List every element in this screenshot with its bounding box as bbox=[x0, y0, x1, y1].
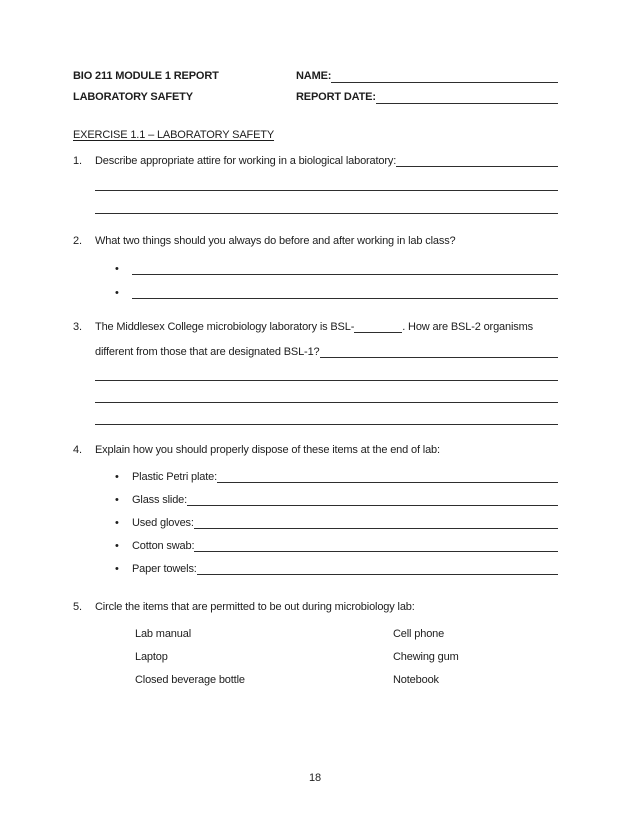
circle-item-chewing-gum[interactable]: Chewing gum bbox=[393, 651, 459, 663]
circle-item-cell-phone[interactable]: Cell phone bbox=[393, 628, 445, 640]
question-3-text-part2: . How are BSL-2 organisms bbox=[402, 321, 533, 333]
circle-item-laptop[interactable]: Laptop bbox=[135, 651, 168, 663]
question-3-inline-blank[interactable] bbox=[320, 357, 558, 358]
header-row-1 bbox=[73, 66, 558, 87]
question-3-answer-line-2[interactable] bbox=[95, 381, 558, 403]
page-number: 18 bbox=[309, 772, 321, 784]
report-date-blank-field[interactable] bbox=[376, 103, 558, 104]
question-3 bbox=[73, 320, 558, 425]
bullet-icon: • bbox=[115, 517, 119, 529]
question-3-answer-line-1[interactable] bbox=[95, 359, 558, 381]
circle-item-notebook[interactable]: Notebook bbox=[393, 674, 439, 686]
bullet-icon: • bbox=[115, 540, 119, 552]
course-title: BIO 211 MODULE 1 REPORT bbox=[73, 70, 219, 82]
question-1-text: Describe appropriate attire for working in a biological laboratory: bbox=[95, 155, 397, 167]
question-3-text-part1: The Middlesex College microbiology laboratory is BSL- bbox=[95, 321, 355, 333]
question-3-text-part3: different from those that are designated BSL-1? bbox=[95, 346, 320, 358]
course-subtitle: LABORATORY SAFETY bbox=[73, 91, 193, 103]
question-5-number: 5. bbox=[73, 601, 82, 613]
question-4-answer-cotton-swab[interactable] bbox=[194, 551, 558, 552]
question-3-answer-line-3[interactable] bbox=[95, 403, 558, 425]
item-label-paper-towels: Paper towels: bbox=[132, 563, 197, 575]
bullet-icon: • bbox=[115, 494, 119, 506]
question-5 bbox=[73, 600, 558, 692]
question-2-number: 2. bbox=[73, 235, 82, 247]
report-date-label: REPORT DATE: bbox=[296, 91, 376, 103]
circle-items-list bbox=[135, 623, 558, 692]
question-4-answer-paper-towels[interactable] bbox=[197, 574, 558, 575]
report-header bbox=[73, 66, 558, 108]
question-4 bbox=[73, 443, 558, 576]
header-row-2 bbox=[73, 87, 558, 108]
question-4-text: Explain how you should properly dispose of these items at the end of lab: bbox=[95, 444, 440, 456]
question-4-answer-used-gloves[interactable] bbox=[194, 528, 558, 529]
question-2-answer-line-2[interactable] bbox=[132, 298, 558, 299]
item-label-glass-slide: Glass slide: bbox=[132, 494, 188, 506]
question-4-number: 4. bbox=[73, 444, 82, 456]
question-1-answer-line-2[interactable] bbox=[95, 191, 558, 214]
question-3-bsl-blank[interactable] bbox=[354, 332, 402, 333]
bullet-icon: • bbox=[115, 263, 119, 275]
question-1-number: 1. bbox=[73, 155, 82, 167]
section-heading: EXERCISE 1.1 – LABORATORY SAFETY bbox=[73, 129, 275, 141]
question-1 bbox=[73, 154, 558, 214]
item-label-cotton-swab: Cotton swab: bbox=[132, 540, 195, 552]
bullet-icon: • bbox=[115, 563, 119, 575]
question-1-answer-line-1[interactable] bbox=[95, 168, 558, 191]
question-4-answer-glass-slide[interactable] bbox=[187, 505, 558, 506]
name-blank-field[interactable] bbox=[331, 82, 558, 83]
item-label-petri-plate: Plastic Petri plate: bbox=[132, 471, 218, 483]
circle-item-lab-manual[interactable]: Lab manual bbox=[135, 628, 191, 640]
question-4-answer-petri-plate[interactable] bbox=[217, 482, 558, 483]
item-label-used-gloves: Used gloves: bbox=[132, 517, 194, 529]
bullet-icon: • bbox=[115, 471, 119, 483]
bullet-icon: • bbox=[115, 287, 119, 299]
name-label: NAME: bbox=[296, 70, 332, 82]
question-3-number: 3. bbox=[73, 321, 82, 333]
question-5-text: Circle the items that are permitted to be out during microbiology lab: bbox=[95, 601, 415, 613]
question-2-answer-line-1[interactable] bbox=[132, 274, 558, 275]
question-2 bbox=[73, 234, 558, 300]
circle-item-closed-beverage-bottle[interactable]: Closed beverage bottle bbox=[135, 674, 245, 686]
question-2-text: What two things should you always do before and after working in lab class? bbox=[95, 235, 456, 247]
question-1-inline-blank[interactable] bbox=[396, 166, 558, 167]
